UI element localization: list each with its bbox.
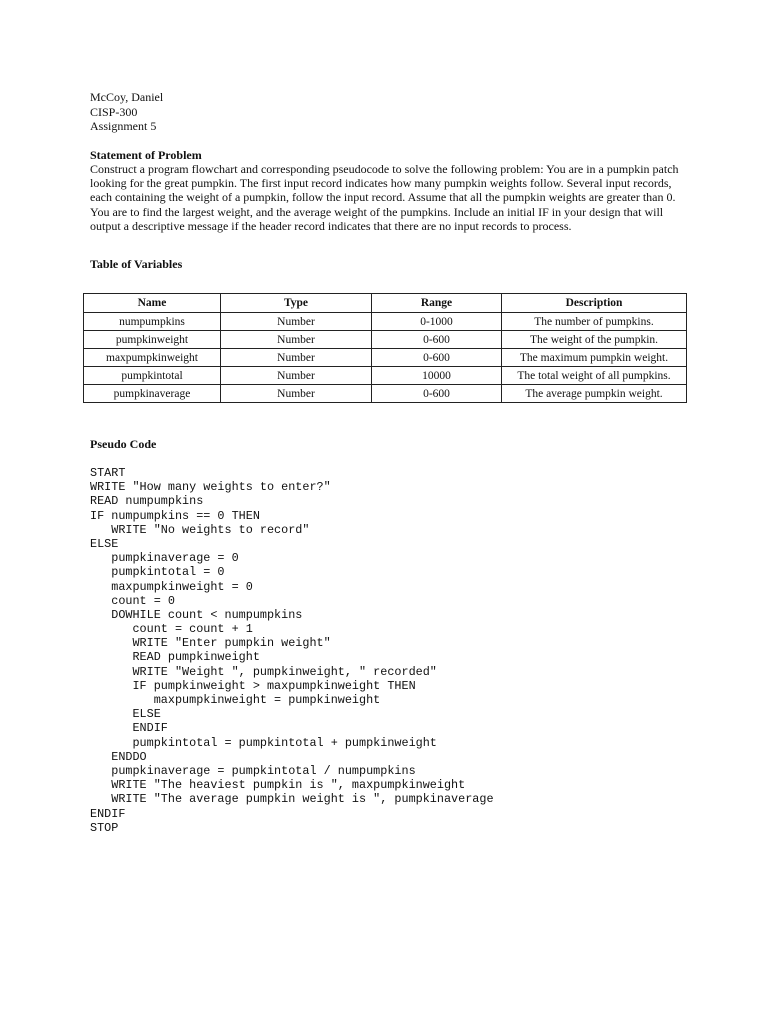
variable-description: The average pumpkin weight. bbox=[502, 385, 687, 403]
course-code: CISP-300 bbox=[90, 104, 138, 119]
assignment-label: Assignment 5 bbox=[90, 119, 157, 133]
code-line: STOP bbox=[90, 820, 119, 835]
variables-table bbox=[83, 293, 687, 403]
variable-range: 0-600 bbox=[372, 331, 502, 349]
variable-name: pumpkintotal bbox=[84, 367, 221, 385]
variable-name: pumpkinaverage bbox=[84, 385, 221, 403]
variable-description: The maximum pumpkin weight. bbox=[502, 349, 687, 367]
code-line: WRITE "The average pumpkin weight is ", pumpkinaverage bbox=[90, 792, 494, 807]
variable-type: Number bbox=[221, 367, 372, 385]
code-line: ELSE bbox=[90, 707, 161, 722]
variable-type: Number bbox=[221, 349, 372, 367]
variable-range: 0-600 bbox=[372, 349, 502, 367]
problem-heading: Statement of Problem bbox=[90, 147, 202, 162]
variable-name: numpumpkins bbox=[84, 313, 221, 331]
code-line: pumpkintotal = 0 bbox=[90, 565, 225, 580]
author-name: McCoy, Daniel bbox=[90, 90, 164, 104]
table-row bbox=[84, 385, 687, 403]
code-line: START bbox=[90, 466, 126, 480]
table-row bbox=[84, 313, 687, 331]
code-line: IF numpumpkins == 0 THEN bbox=[90, 508, 260, 523]
code-line: ELSE bbox=[90, 536, 119, 551]
variable-range: 10000 bbox=[372, 367, 502, 385]
variable-name: pumpkinweight bbox=[84, 331, 221, 349]
variable-description: The total weight of all pumpkins. bbox=[502, 367, 687, 385]
table-header-row bbox=[84, 294, 687, 313]
code-line: pumpkinaverage = pumpkintotal / numpumpkins bbox=[90, 763, 416, 778]
column-header-range: Range bbox=[372, 294, 502, 313]
variable-type: Number bbox=[221, 331, 372, 349]
document-page bbox=[90, 90, 690, 835]
table-row bbox=[84, 331, 687, 349]
code-line: pumpkinaverage = 0 bbox=[90, 551, 239, 566]
code-line: ENDIF bbox=[90, 806, 126, 821]
variables-heading: Table of Variables bbox=[90, 256, 183, 271]
code-line: maxpumpkinweight = 0 bbox=[90, 579, 253, 594]
code-line: IF pumpkinweight > maxpumpkinweight THEN bbox=[90, 678, 416, 693]
column-header-description: Description bbox=[502, 294, 687, 313]
code-line: WRITE "How many weights to enter?" bbox=[90, 480, 331, 495]
code-line: WRITE "Enter pumpkin weight" bbox=[90, 636, 331, 651]
code-line: count = 0 bbox=[90, 593, 175, 608]
code-line: READ pumpkinweight bbox=[90, 650, 260, 665]
problem-statement: Construct a program flowchart and corresponding pseudocode to solve the following problem: You are in a pumpkin patch looking for the great pumpkin. The first input record indicates how many pumpkin weights follow. Several input records, each containing the weight of a pumpkin, follow the input record. Assume that all the pumpkin weights are greater than 0. You are to find the largest weight, and the average weight of the pumpkins. Include an initial IF in your design that will output a descriptive message if the header record indicates that there are no input records to process. bbox=[90, 161, 679, 234]
code-line: pumpkintotal = pumpkintotal + pumpkinweight bbox=[90, 735, 437, 750]
variable-range: 0-1000 bbox=[372, 313, 502, 331]
variable-type: Number bbox=[221, 385, 372, 403]
variable-type: Number bbox=[221, 313, 372, 331]
code-line: ENDIF bbox=[90, 721, 168, 736]
column-header-name: Name bbox=[84, 294, 221, 313]
pseudocode-block bbox=[90, 466, 494, 835]
code-line: WRITE "No weights to record" bbox=[90, 522, 310, 537]
variable-description: The weight of the pumpkin. bbox=[502, 331, 687, 349]
code-line: maxpumpkinweight = pumpkinweight bbox=[90, 693, 381, 707]
code-line: ENDDO bbox=[90, 749, 147, 764]
variable-description: The number of pumpkins. bbox=[502, 313, 687, 331]
code-line: WRITE "The heaviest pumpkin is ", maxpumpkinweight bbox=[90, 778, 466, 793]
column-header-type: Type bbox=[221, 294, 372, 313]
variable-range: 0-600 bbox=[372, 385, 502, 403]
table-row bbox=[84, 349, 687, 367]
code-line: READ numpumpkins bbox=[90, 494, 204, 509]
code-line: WRITE "Weight ", pumpkinweight, " recorded" bbox=[90, 664, 437, 679]
code-line: count = count + 1 bbox=[90, 622, 253, 637]
code-line: DOWHILE count < numpumpkins bbox=[90, 607, 303, 622]
variable-name: maxpumpkinweight bbox=[84, 349, 221, 367]
pseudocode-heading: Pseudo Code bbox=[90, 437, 157, 451]
table-row bbox=[84, 367, 687, 385]
